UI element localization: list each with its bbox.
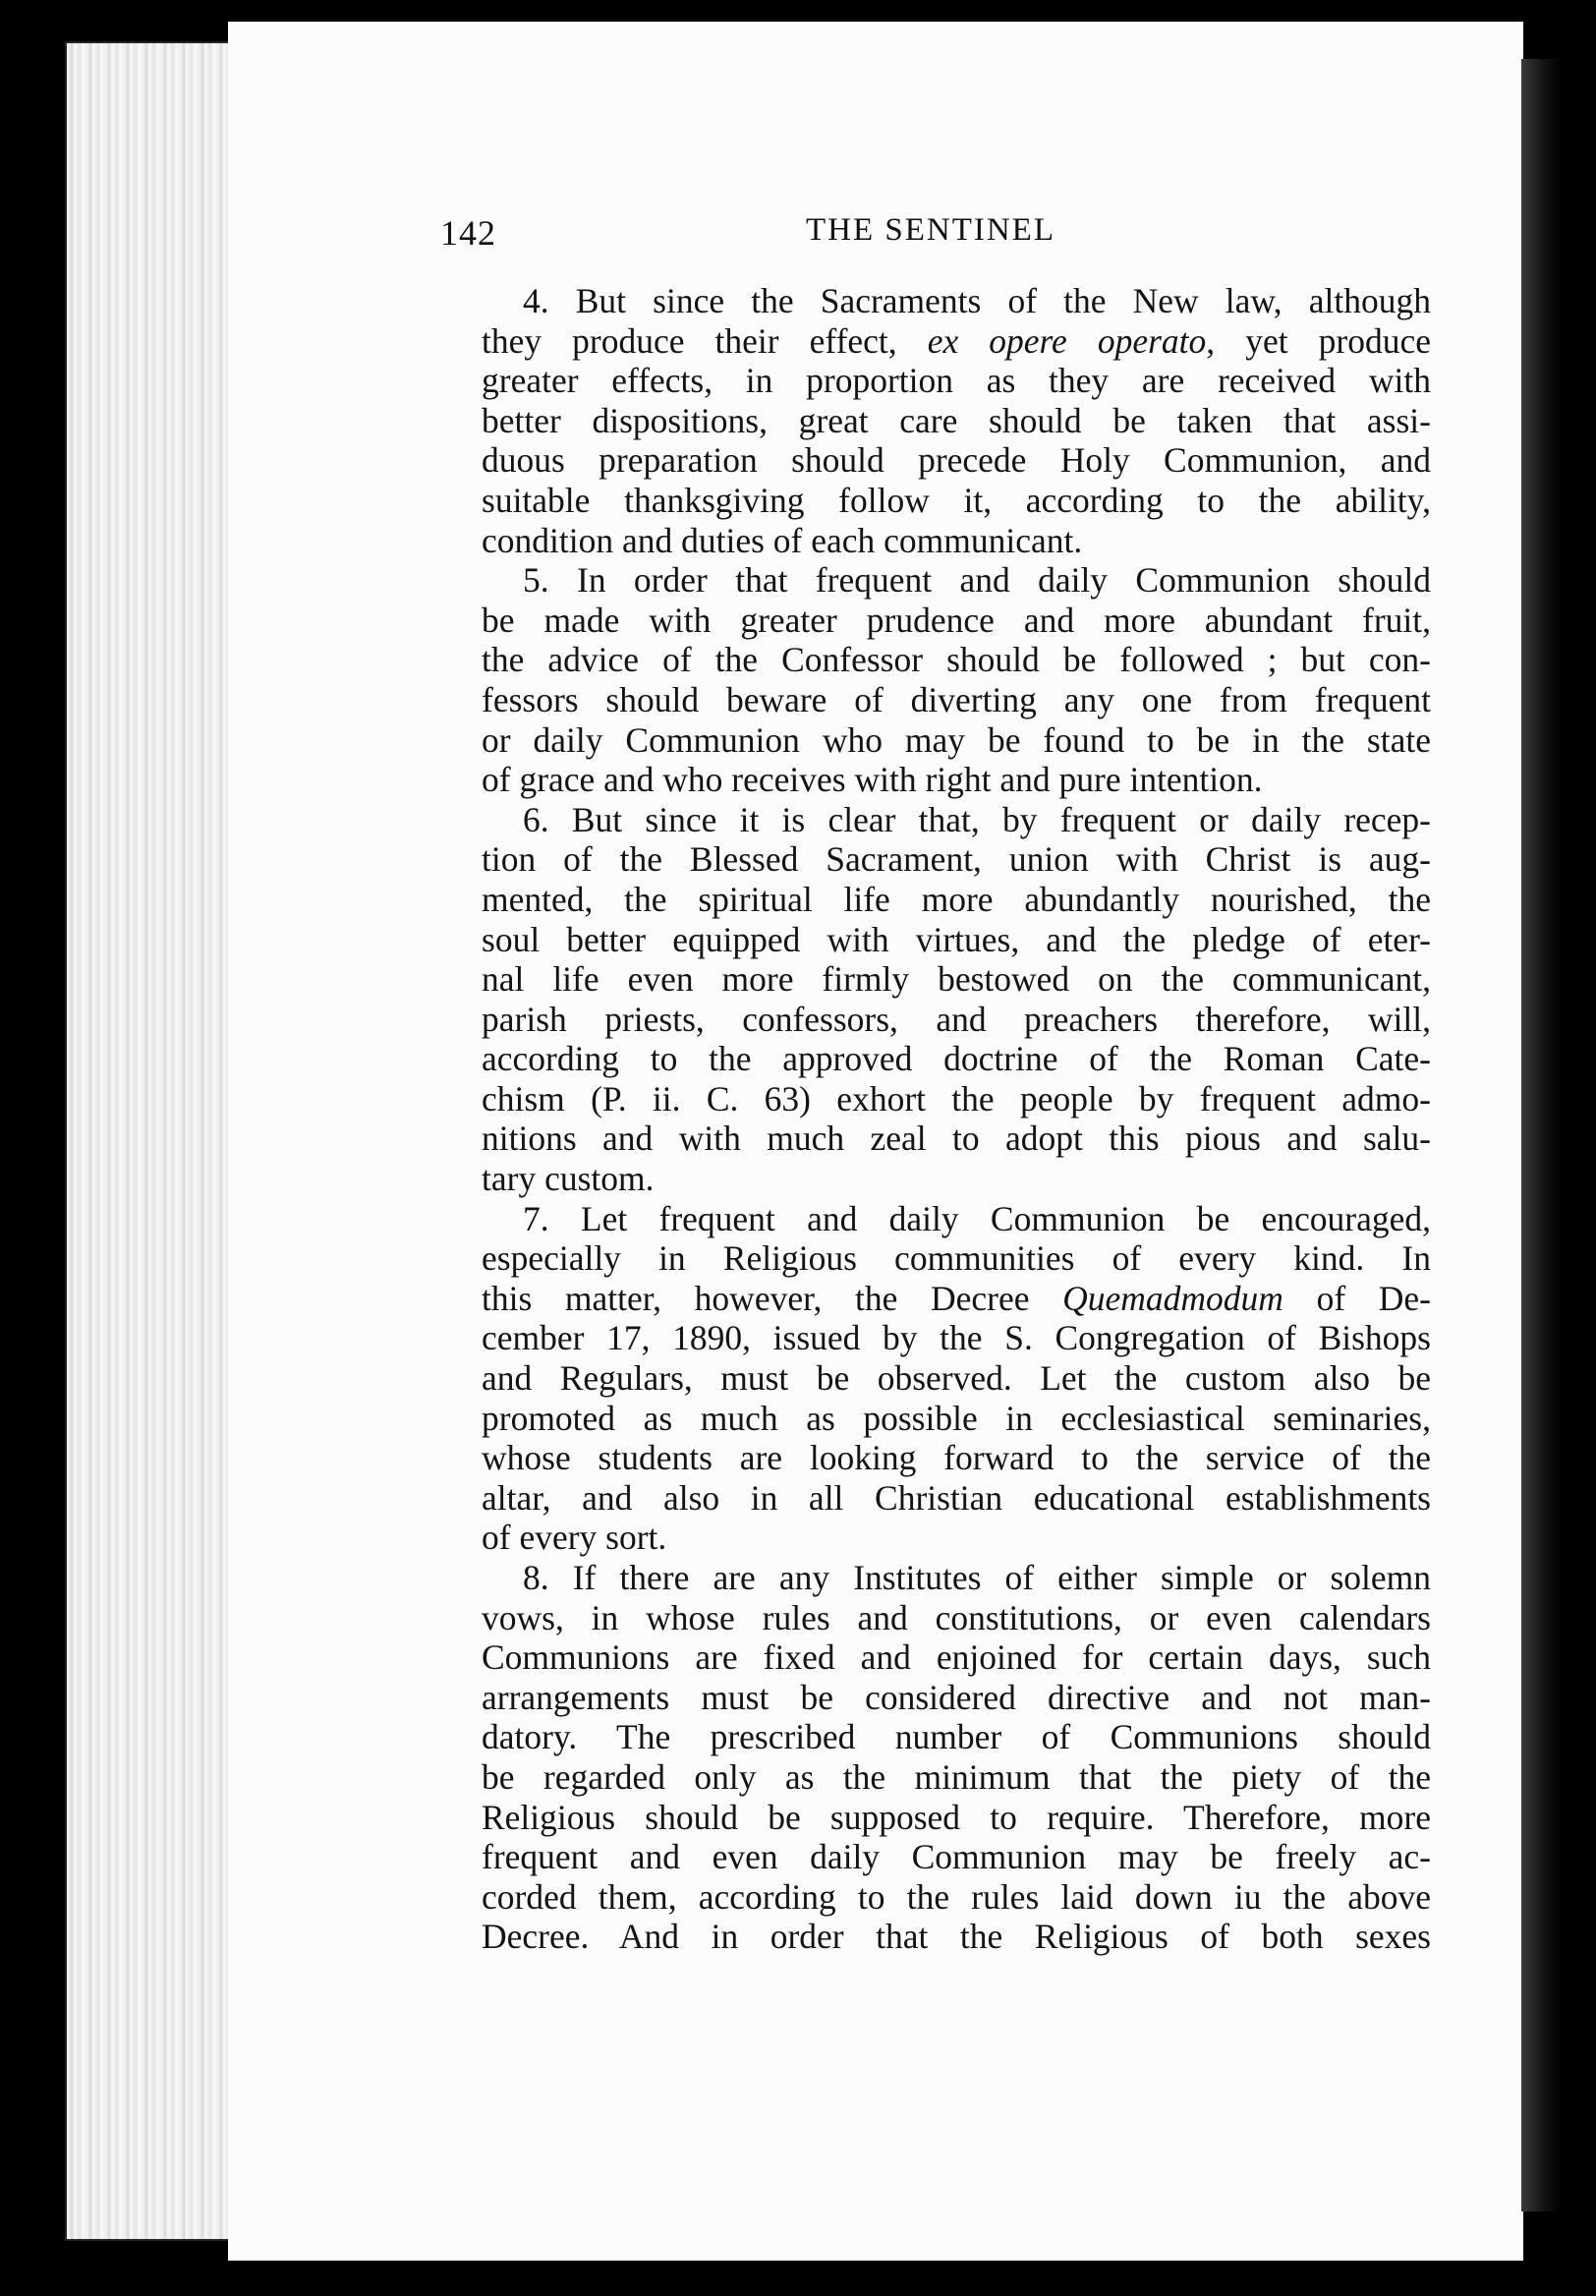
text-line (438, 321, 1431, 362)
text-line: the advice of the Confessor should be followed ; but con- (482, 640, 1431, 680)
page-number: 142 (440, 213, 496, 253)
text-line: 5. In order that frequent and daily Communion should (523, 560, 1431, 601)
text-line: 6. But since it is clear that, by frequent or daily recep- (523, 799, 1431, 839)
text-line: cember 17, 1890, issued by the S. Congregation of Bishops (482, 1318, 1431, 1358)
running-title: THE SENTINEL (805, 212, 1056, 248)
text-line: 7. Let frequent and daily Communion be encouraged, (523, 1198, 1431, 1238)
text-line: frequent and even daily Communion may be freely ac- (482, 1837, 1431, 1877)
text-line: especially in Religious communities of every kind. In (482, 1238, 1431, 1279)
text-line: and Regulars, must be observed. Let the custom also be (482, 1358, 1431, 1399)
text-line: of every sort. (482, 1518, 667, 1558)
paragraph-7 (438, 1199, 1431, 1558)
text-segment: they produce their effect, (482, 320, 928, 361)
text-line: better dispositions, great care should be taken that assi- (482, 400, 1431, 440)
text-line: datory. The prescribed number of Communions should (482, 1717, 1431, 1757)
text-line: be regarded only as the minimum that the piety of the (482, 1756, 1431, 1797)
page-header (440, 212, 1421, 263)
paragraph-5 (438, 560, 1431, 800)
text-segment: this matter, however, the Decree (482, 1278, 1063, 1318)
text-line: according to the approved doctrine of the Roman Cate- (482, 1039, 1431, 1079)
text-line: be made with greater prudence and more abundant fruit, (482, 600, 1431, 640)
text-line: of grace and who receives with right and pure intention. (482, 760, 1263, 800)
paragraph-4 (438, 281, 1431, 560)
text-line: corded them, according to the rules laid down iu the above (482, 1876, 1431, 1917)
text-segment: of De- (1282, 1278, 1431, 1318)
text-line: Communions are fixed and enjoined for certain days, such (482, 1637, 1431, 1678)
text-line: nitions and with much zeal to adopt this pious and salu- (482, 1119, 1431, 1159)
page-edges (65, 41, 234, 2241)
text-line: whose students are looking forward to the service of the (482, 1438, 1431, 1478)
text-line: Decree. And in order that the Religious of both sexes (482, 1917, 1431, 1957)
text-line: tion of the Blessed Sacrament, union with Christ is aug- (482, 839, 1431, 880)
body-text (438, 281, 1431, 1957)
text-line: soul better equipped with virtues, and the pledge of eter- (482, 919, 1431, 959)
text-line: parish priests, confessors, and preachers therefore, will, (482, 999, 1431, 1039)
text-line: condition and duties of each communicant. (482, 520, 1083, 560)
text-line: greater effects, in proportion as they are received with (482, 361, 1431, 401)
text-line: altar, and also in all Christian educational establishments (482, 1477, 1431, 1518)
text-line (438, 1279, 1431, 1319)
italic-phrase: ex opere operato (927, 320, 1207, 361)
paragraph-6 (438, 800, 1431, 1199)
text-line: Religious should be supposed to require. Therefore, more (482, 1797, 1431, 1837)
spine-shadow (1521, 59, 1561, 2211)
text-line: suitable thanksgiving follow it, according to the ability, (482, 480, 1431, 520)
text-segment: , yet produce (1206, 320, 1431, 361)
text-line: fessors should beware of diverting any one from frequent (482, 679, 1431, 719)
italic-phrase: Quemadmodum (1062, 1278, 1283, 1318)
text-line: or daily Communion who may be found to be in the state (482, 719, 1431, 760)
text-line: mented, the spiritual life more abundantly nourished, the (482, 879, 1431, 919)
text-line: promoted as much as possible in ecclesiastical seminaries, (482, 1398, 1431, 1438)
text-line: duous preparation should precede Holy Communion, and (482, 440, 1431, 481)
text-line: arrangements must be considered directive and not man- (482, 1677, 1431, 1717)
text-line: nal life even more firmly bestowed on the communicant, (482, 959, 1431, 1000)
text-line: chism (P. ii. C. 63) exhort the people by frequent admo- (482, 1078, 1431, 1119)
text-line: tary custom. (482, 1159, 655, 1199)
text-line: 4. But since the Sacraments of the New law, although (523, 281, 1431, 320)
paragraph-8 (438, 1558, 1431, 1957)
text-line: 8. If there are any Institutes of either simple or solemn (523, 1558, 1431, 1597)
text-line: vows, in whose rules and constitutions, or even calendars (482, 1597, 1431, 1637)
